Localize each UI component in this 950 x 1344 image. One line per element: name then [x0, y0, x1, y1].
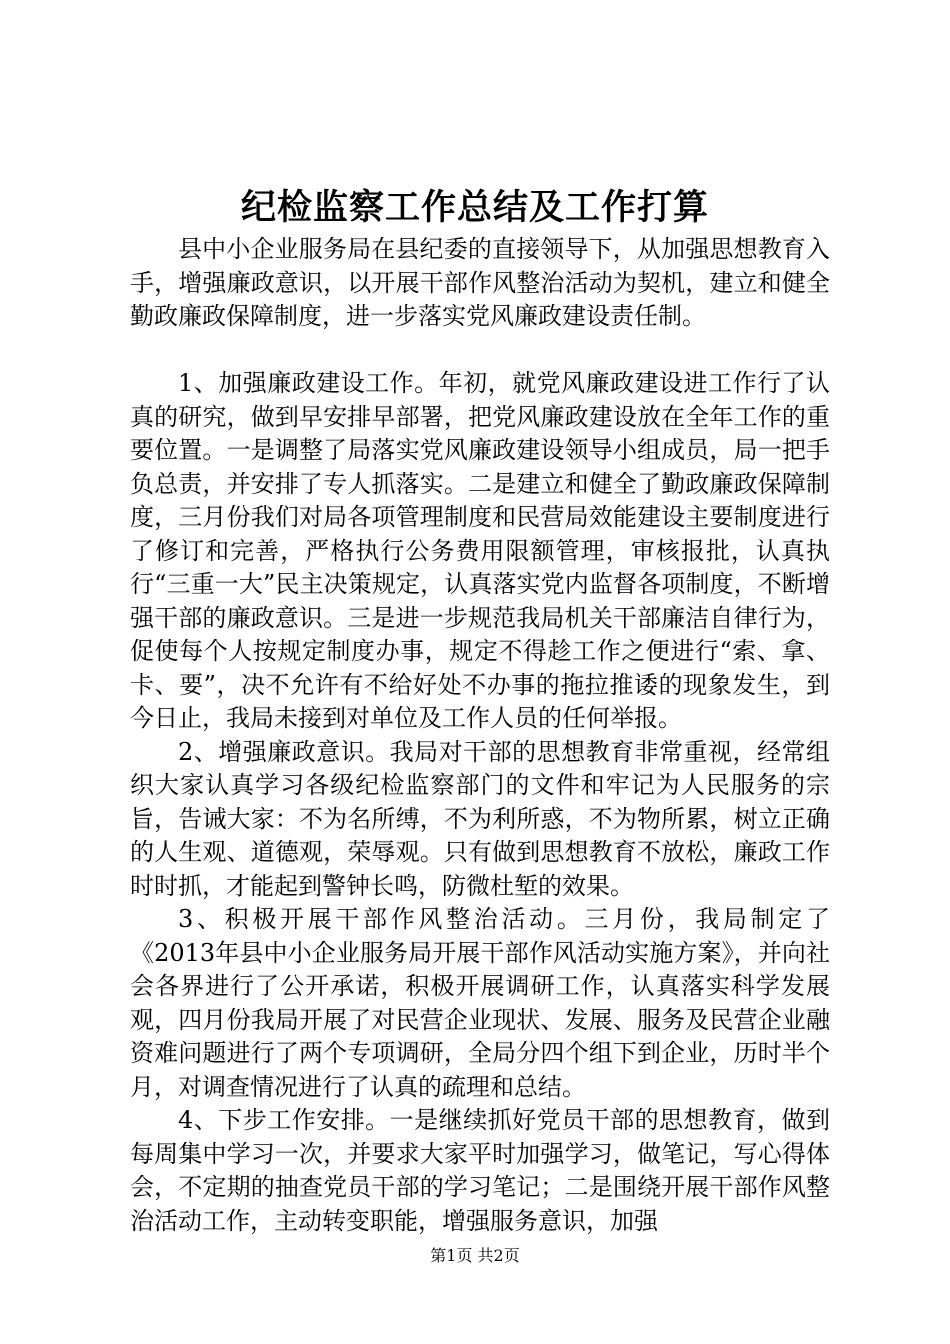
- intro-paragraph: 县中小企业服务局在县纪委的直接领导下，从加强思想教育入手，增强廉政意识，以开展干部作风整治活动为契机，建立和健全勤政廉政保障制度，进一步落实党风廉政建设责任制。: [130, 235, 830, 330]
- body-section: [130, 367, 830, 1238]
- paragraph-2: 2、增强廉政意识。我局对干部的思想教育非常重视，经常组织大家认真学习各级纪检监察部门的文件和牢记为人民服务的宗旨，告诫大家：不为名所缚，不为利所惑，不为物所累，树立正确的人生观、道德观，荣辱观。只有做到思想教育不放松，廉政工作时时抓，才能起到警钟长鸣，防微杜堑的效果。: [130, 737, 830, 900]
- intro-section: [130, 233, 830, 334]
- paragraph-1: 1、加强廉政建设工作。年初，就党风廉政建设进工作行了认真的研究，做到早安排早部署，把党风廉政建设放在全年工作的重要位置。一是调整了局落实党风廉政建设领导小组成员，局一把手负总责，并安排了专人抓落实。二是建立和健全了勤政廉政保障制度，三月份我们对局各项管理制度和民营局效能建设主要制度进行了修订和完善，严格执行公务费用限额管理，审核报批，认真执行“三重一大”民主决策规定，认真落实党内监督各项制度，不断增强干部的廉政意识。三是进一步规范我局机关干部廉洁自律行为，促使每个人按规定制度办事，规定不得趁工作之便进行“索、拿、卡、要”，决不允许有不给好处不办事的拖拉推诿的现象发生，到今日止，我局未接到对单位及工作人员的任何举报。: [130, 369, 830, 732]
- page-footer: 第1页 共2页: [430, 1246, 520, 1265]
- paragraph-4: 4、下步工作安排。一是继续抓好党员干部的思想教育，做到每周集中学习一次，并要求大家平时加强学习，做笔记，写心得体会，不定期的抽查党员干部的学习笔记；二是围绕开展干部作风整治活动工作，主动转变职能，增强服务意识，加强: [130, 1106, 830, 1235]
- document-title: 纪检监察工作总结及工作打算: [240, 187, 709, 228]
- paragraph-3: 3、积极开展干部作风整治活动。三月份，我局制定了《2013年县中小企业服务局开展干部作风活动实施方案》，并向社会各界进行了公开承诺，积极开展调研工作，认真落实科学发展观，四月份我局开展了对民营企业现状、发展、服务及民营企业融资难问题进行了两个专项调研，全局分四个组下到企业，历时半个月，对调查情况进行了认真的疏理和总结。: [130, 905, 830, 1101]
